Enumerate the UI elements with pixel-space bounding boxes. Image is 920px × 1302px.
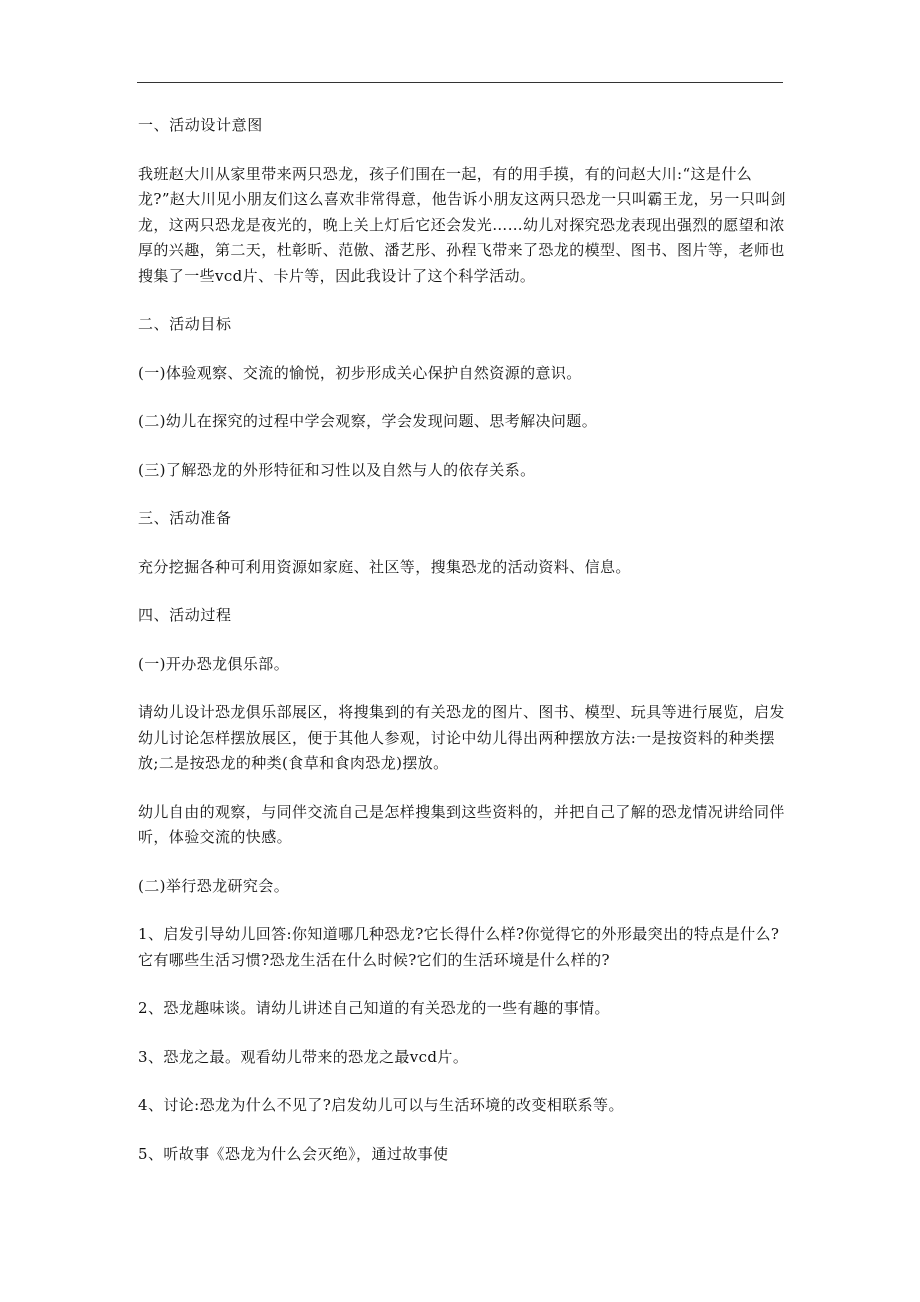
process-subheading-club: (一)开办恐龙俱乐部。	[138, 654, 290, 673]
paragraph-design-intent: 我班赵大川从家里带来两只恐龙，孩子们围在一起，有的用手摸，有的问赵大川:“这是什么龙?”赵大川见小朋友们这么喜欢非常得意，他告诉小朋友这两只恐龙一只叫霸王龙，另一只叫剑龙，这两只恐龙是夜光的，晚上关上灯后它还会发光……幼儿对探究恐龙表现出强烈的愿望和浓厚的兴趣，第二天，杜彰昕、范傲、潘艺彤、孙程飞带来了恐龙的模型、图书、图片等，老师也搜集了一些vcd片、卡片等，因此我设计了这个科学活动。	[138, 164, 786, 285]
section-heading-goals: 二、活动目标	[138, 315, 232, 333]
research-step-1: 1、启发引导幼儿回答:你知道哪几种恐龙?它长得什么样?你觉得它的外形最突出的特点是什么?它有哪些生活习惯?恐龙生活在什么时候?它们的生活环境是什么样的?	[138, 925, 780, 969]
process-subheading-research: (二)举行恐龙研究会。	[138, 876, 290, 895]
research-step-3: 3、恐龙之最。观看幼儿带来的恐龙之最vcd片。	[138, 1047, 469, 1066]
paragraph-preparation: 充分挖掘各种可利用资源如家庭、社区等，搜集恐龙的活动资料、信息。	[138, 557, 631, 576]
research-step-5: 5、听故事《恐龙为什么会灭绝》，通过故事使	[138, 1144, 449, 1163]
research-step-4: 4、讨论:恐龙为什么不见了?启发幼儿可以与生活环境的改变相联系等。	[138, 1096, 624, 1114]
paragraph-free-observation: 幼儿自由的观察，与同伴交流自己是怎样搜集到这些资料的，并把自己了解的恐龙情况讲给同伴听，体验交流的快感。	[138, 802, 785, 846]
header-rule	[137, 82, 783, 83]
goal-item-1: (一)体验观察、交流的愉悦，初步形成关心保护自然资源的意识。	[138, 363, 582, 382]
section-heading-process: 四、活动过程	[138, 606, 232, 624]
goal-item-2: (二)幼儿在探究的过程中学会观察，学会发现问题、思考解决问题。	[138, 412, 598, 430]
document-body	[138, 113, 786, 1190]
section-heading-preparation: 三、活动准备	[138, 509, 232, 527]
research-step-2: 2、恐龙趣味谈。请幼儿讲述自己知道的有关恐龙的一些有趣的事情。	[138, 999, 610, 1017]
goal-item-3: (三)了解恐龙的外形特征和习性以及自然与人的依存关系。	[138, 460, 536, 479]
paragraph-club-exhibit: 请幼儿设计恐龙俱乐部展区，将搜集到的有关恐龙的图片、图书、模型、玩具等进行展览，启发幼儿讨论怎样摆放展区，便于其他人参观，讨论中幼儿得出两种摆放方法:一是按资料的种类摆放;二是按恐龙的种类(食草和食肉恐龙)摆放。	[138, 703, 785, 772]
section-heading-design-intent: 一、活动设计意图	[138, 116, 263, 134]
